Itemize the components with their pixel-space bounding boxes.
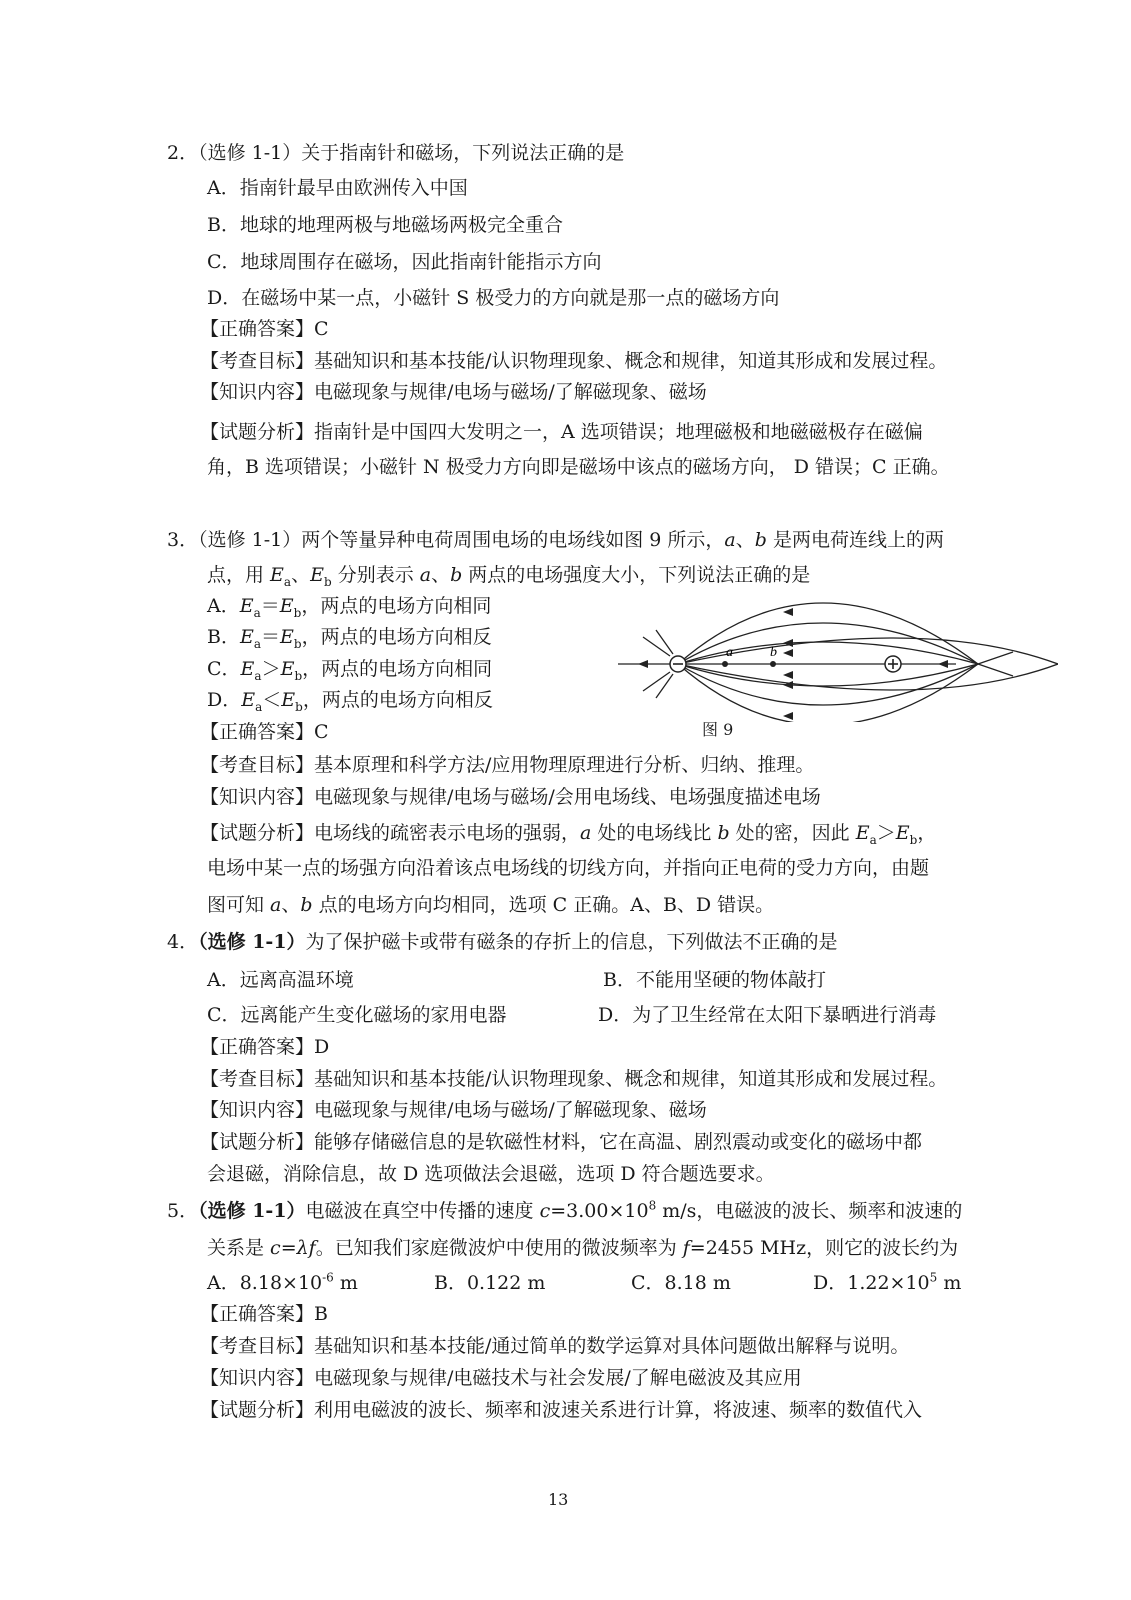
- q3-stem-line1: 3．（选修 1-1）两个等量异种电荷周围电场的电场线如图 9 所示，a、b 是两电荷连线上的两: [167, 529, 944, 551]
- label-a: a: [726, 645, 733, 660]
- q2-option-d: D．在磁场中某一点，小磁针 S 极受力的方向就是那一点的磁场方向: [207, 287, 780, 309]
- q4-option-a: A．远离高温环境: [207, 969, 354, 991]
- q2-option-c: C．地球周围存在磁场，因此指南针能指示方向: [207, 251, 602, 273]
- q2-goal: 【考查目标】基础知识和基本技能/认识物理现象、概念和规律，知道其形成和发展过程。: [200, 350, 948, 372]
- q2-analysis-line1: 【试题分析】指南针是中国四大发明之一，A 选项错误；地理磁极和地磁磁极存在磁偏: [200, 421, 923, 443]
- q3-option-c: C．$E_a>E_b$，两点的电场方向相同: [207, 658, 493, 683]
- figure-caption: 图 9: [702, 720, 734, 739]
- q5-stem-line2: 关系是 c=λf。已知我们家庭微波炉中使用的微波频率为 f=2455 MHz，则它的波长约为: [207, 1237, 959, 1259]
- q3-analysis-line1: 【试题分析】电场线的疏密表示电场的强弱，a 处的电场线比 b 处的密，因此 $E_a>E_b$，: [200, 822, 937, 847]
- q4-option-d: D．为了卫生经常在太阳下暴晒进行消毒: [598, 1004, 937, 1026]
- label-b: b: [770, 645, 777, 660]
- q5-goal: 【考查目标】基础知识和基本技能/通过简单的数学运算对具体问题做出解释与说明。: [200, 1335, 910, 1357]
- field-line-inner-bottom: [678, 664, 978, 686]
- q2-knowledge: 【知识内容】电磁现象与规律/电场与磁场/了解磁现象、磁场: [200, 381, 707, 403]
- q5-knowledge: 【知识内容】电磁现象与规律/电磁技术与社会发展/了解电磁波及其应用: [200, 1367, 802, 1389]
- q5-stem-line1: 5．（选修 1-1）电磁波在真空中传播的速度 $c=3.00\times 10^8$ m/s，电磁波的波长、频率和波速的: [167, 1198, 963, 1222]
- q2-analysis-line2: 角，B 选项错误；小磁针 N 极受力方向即是磁场中该点的磁场方向， D 错误；C 正确。: [207, 456, 950, 478]
- q4-option-b: B．不能用坚硬的物体敲打: [603, 969, 826, 991]
- q5-answer: 【正确答案】B: [200, 1303, 328, 1325]
- q3-analysis-line3: 图可知 a、b 点的电场方向均相同，选项 C 正确。A、B、D 错误。: [207, 894, 775, 916]
- q4-stem: 4．（选修 1-1）为了保护磁卡或带有磁条的存折上的信息，下列做法不正确的是: [167, 931, 838, 953]
- q2-answer: 【正确答案】C: [200, 318, 329, 340]
- q4-goal: 【考查目标】基础知识和基本技能/认识物理现象、概念和规律，知道其形成和发展过程。: [200, 1068, 948, 1090]
- q3-option-b: B．$E_a=E_b$，两点的电场方向相反: [207, 626, 492, 651]
- q4-analysis-line2: 会退磁，消除信息，故 D 选项做法会退磁，选项 D 符合题选要求。: [207, 1163, 775, 1185]
- q5-option-b: B．0.122 m: [434, 1272, 546, 1294]
- q4-knowledge: 【知识内容】电磁现象与规律/电场与磁场/了解磁现象、磁场: [200, 1099, 707, 1121]
- q3-option-a: A．$E_a=E_b$，两点的电场方向相同: [207, 595, 492, 620]
- q4-option-c: C．远离能产生变化磁场的家用电器: [207, 1004, 507, 1026]
- field-line-loop-bottom: [678, 664, 1058, 690]
- field-line-mid-top: [678, 623, 978, 664]
- point-a: [722, 661, 728, 667]
- q5-analysis-line1: 【试题分析】利用电磁波的波长、频率和波速关系进行计算，将波速、频率的数值代入: [200, 1399, 923, 1421]
- point-b: [770, 661, 776, 667]
- q2-option-b: B．地球的地理两极与地磁场两极完全重合: [207, 214, 563, 236]
- field-line-loop-top: [678, 638, 1058, 664]
- page-number: 13: [548, 1490, 569, 1509]
- q2-option-a: A．指南针最早由欧洲传入中国: [207, 177, 468, 199]
- figure-9-field-lines: [618, 592, 1058, 722]
- q3-analysis-line2: 电场中某一点的场强方向沿着该点电场线的切线方向，并指向正电荷的受力方向，由题: [207, 857, 930, 879]
- q5-option-c: C．8.18 m: [631, 1272, 731, 1294]
- field-line-mid-bottom: [678, 664, 978, 705]
- q4-analysis-line1: 【试题分析】能够存储磁信息的是软磁性材料，它在高温、剧烈震动或变化的磁场中都: [200, 1131, 923, 1153]
- q5-option-d: D．$1.22\times 10^5$ m: [813, 1270, 962, 1294]
- q3-option-d: D．$E_a<E_b$，两点的电场方向相反: [207, 689, 493, 714]
- q3-answer: 【正确答案】C: [200, 721, 329, 743]
- q3-knowledge: 【知识内容】电磁现象与规律/电场与磁场/会用电场线、电场强度描述电场: [200, 786, 821, 808]
- q5-option-a: A．$8.18\times 10^{-6}$ m: [207, 1270, 358, 1294]
- q2-stem: 2．（选修 1-1）关于指南针和磁场，下列说法正确的是: [167, 142, 625, 164]
- q3-stem-line2: 点，用 $E_a$、$E_b$ 分别表示 a、b 两点的电场强度大小，下列说法正确的是: [207, 564, 811, 589]
- q4-answer: 【正确答案】D: [200, 1036, 330, 1058]
- field-line-inner-top: [678, 642, 978, 664]
- q3-goal: 【考查目标】基本原理和科学方法/应用物理原理进行分析、归纳、推理。: [200, 754, 815, 776]
